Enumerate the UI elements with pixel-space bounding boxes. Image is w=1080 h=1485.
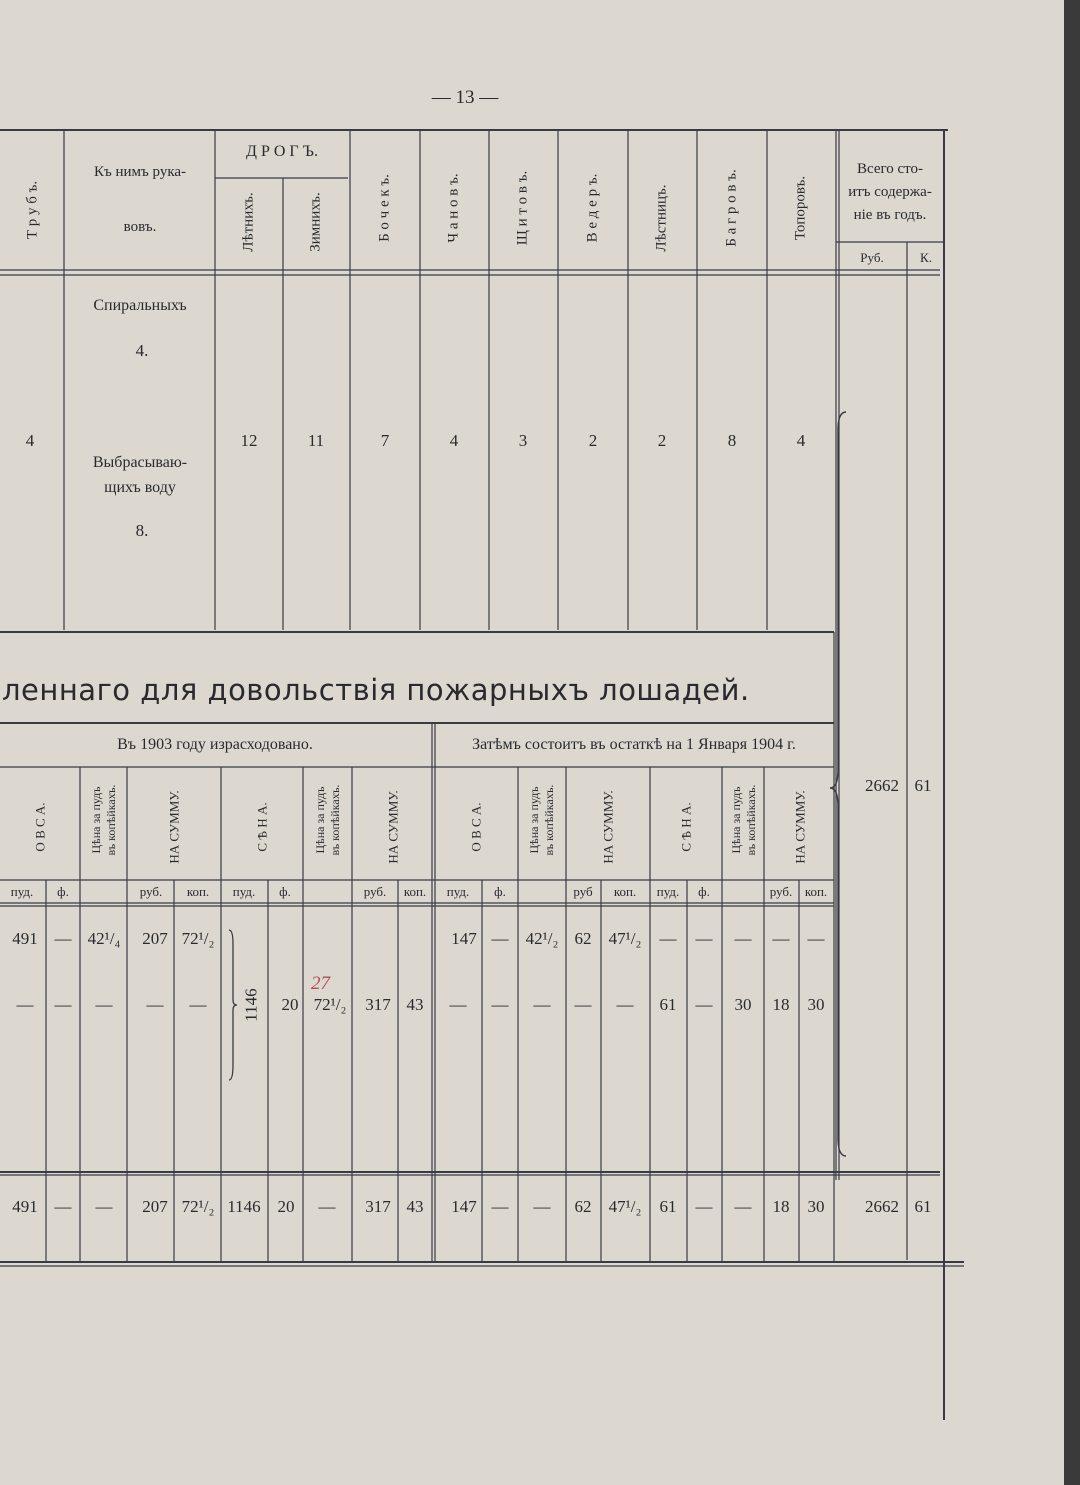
header-sena-price-remaining-line2: въ копѣйкахъ.	[744, 784, 758, 856]
r1-o-kop: 47¹/₂	[608, 929, 642, 948]
section-title: леннаго для довольствія пожарныхъ лошадей.	[2, 673, 750, 707]
unit-pud: пуд.	[10, 884, 34, 899]
unit-pud-sena-remaining: пуд.	[656, 884, 680, 899]
r2-kop: 43	[406, 995, 424, 1014]
header-drog: Д Р О Г Ъ.	[246, 143, 318, 160]
value-letnih: 12	[240, 431, 258, 450]
unit-kop-sena-remaining: коп.	[804, 884, 828, 899]
unit-rub-remaining: руб	[573, 884, 593, 899]
total-o-sena-price: —	[734, 1197, 752, 1216]
header-sum-remaining: НА СУММУ.	[600, 790, 616, 864]
unit-rub-sena-remaining: руб.	[769, 884, 793, 899]
header-vsego-line2: итъ содержа-	[848, 184, 932, 200]
r1-kop: 72¹/₂	[181, 929, 215, 948]
header-bagrov: Б а г р о в ъ.	[723, 169, 740, 247]
total-sena-price: —	[318, 1197, 336, 1216]
total-o-rub: 62	[574, 1197, 592, 1216]
total-sena-pud: 1146	[227, 1197, 261, 1216]
r2-o-kop: —	[616, 995, 634, 1014]
r2-o-pud: —	[449, 995, 467, 1014]
r2-o-sena-kop: 30	[807, 995, 825, 1014]
value-shchitov: 3	[518, 431, 528, 450]
unit-rub-sena: руб.	[363, 884, 387, 899]
r1-ovsa-pud: 491	[12, 929, 38, 948]
total-sena-f: 20	[277, 1197, 295, 1216]
header-sena-price-line1: Цѣна за пудъ	[313, 786, 327, 854]
unit-f: ф.	[57, 884, 69, 899]
value-lestnits: 2	[657, 431, 667, 450]
r1-o-price: 42¹/₂	[525, 929, 559, 948]
r2-kop: —	[189, 995, 207, 1014]
value-spiralnyh: 4.	[135, 341, 149, 360]
header-price-line1: Цѣна за пудъ	[89, 786, 103, 854]
header-group-remaining: Затѣмъ состоитъ въ остаткѣ на 1 Января 1904 г.	[472, 736, 796, 753]
header-vsego-line3: ніе въ годъ.	[853, 207, 927, 223]
header-ovsa: О В С А.	[32, 802, 48, 852]
unit-kop-remaining: коп.	[613, 884, 637, 899]
r2-o-sena-rub: 18	[772, 995, 790, 1014]
r2-o-sena-pud: 61	[659, 995, 677, 1014]
header-shchitov: Щ и т о в ъ.	[514, 170, 531, 246]
header-bochek: Б о ч е к ъ.	[376, 174, 393, 242]
header-price-remaining-line1: Цѣна за пудъ	[527, 786, 541, 854]
total-o-sena-f: —	[695, 1197, 713, 1216]
r2-ovsa-pud: —	[16, 995, 34, 1014]
header-zimnih: Зимнихъ.	[307, 192, 324, 252]
total-ovsa-pud: 491	[12, 1197, 38, 1216]
total-o-f: —	[491, 1197, 509, 1216]
header-price-remaining-line2: въ копѣйкахъ.	[542, 784, 556, 856]
header-sena-price-remaining-line1: Цѣна за пудъ	[729, 786, 743, 854]
header-group-spent: Въ 1903 году израсходовано.	[117, 736, 313, 753]
r1-o-pud: 147	[451, 929, 477, 948]
value-truby: 4	[25, 431, 35, 450]
label-vybras-line2: щихъ воду	[104, 479, 176, 496]
total-kop: 72¹/₂	[181, 1197, 215, 1216]
label-vybras-line1: Выбрасываю-	[92, 454, 188, 471]
value-chanov: 4	[449, 431, 459, 450]
r2-price-handwritten: 27	[311, 973, 330, 994]
total-o-sena-kop: 30	[807, 1197, 825, 1216]
grand-total-rub: 2662	[865, 776, 899, 795]
label-spiralnyh: Спиральныхъ	[93, 297, 187, 314]
header-vsego-line1: Всего сто-	[856, 161, 924, 177]
total-sena-kop: 43	[406, 1197, 424, 1216]
header-price-line2: въ копѣйкахъ.	[104, 784, 118, 856]
value-bagrov: 8	[727, 431, 737, 450]
r1-o-sena-kop: —	[807, 929, 825, 948]
total-o-pud: 147	[451, 1197, 477, 1216]
r2-rub: —	[146, 995, 164, 1014]
r1-price: 42¹/₄	[87, 929, 121, 948]
header-rukava-line2: вовъ.	[123, 219, 157, 235]
total-rub: 207	[142, 1197, 168, 1216]
unit-f-sena-remaining: ф.	[698, 884, 710, 899]
value-bochek: 7	[380, 431, 390, 450]
header-kop: К.	[920, 250, 932, 265]
r1-o-sena-pud: —	[659, 929, 677, 948]
total-o-kop: 47¹/₂	[608, 1197, 642, 1216]
total-ovsa-f: —	[54, 1197, 72, 1216]
header-ovsa-remaining: О В С А.	[468, 802, 484, 852]
r2-price-printed: 72¹/₂	[313, 995, 347, 1014]
r2-o-sena-price: 30	[734, 995, 752, 1014]
total-all-rub: 2662	[865, 1197, 899, 1216]
grand-total-kop: 61	[914, 776, 932, 795]
header-toporov: Топоровъ.	[792, 175, 809, 241]
total-sena-rub: 317	[365, 1197, 391, 1216]
header-rukava-line1: Къ нимъ рука-	[93, 164, 187, 180]
total-o-sena-pud: 61	[659, 1197, 677, 1216]
r2-o-rub: —	[574, 995, 592, 1014]
header-rub: Руб.	[860, 250, 884, 265]
header-sena-sum: НА СУММУ.	[385, 790, 401, 864]
r1-o-sena-f: —	[695, 929, 713, 948]
header-truby: Т р у б ъ.	[24, 180, 41, 240]
total-o-price: —	[533, 1197, 551, 1216]
r1-ovsa-f: —	[54, 929, 72, 948]
total-all-kop: 61	[914, 1197, 932, 1216]
r2-o-sena-f: —	[695, 995, 713, 1014]
r2-rub: 317	[365, 995, 391, 1014]
total-price: —	[95, 1197, 113, 1216]
value-vybras: 8.	[135, 521, 149, 540]
header-sena-sum-remaining: НА СУММУ.	[792, 790, 808, 864]
header-sena-price-line2: въ копѣйкахъ.	[328, 784, 342, 856]
unit-pud-sena: пуд.	[232, 884, 256, 899]
total-o-sena-rub: 18	[772, 1197, 790, 1216]
r1-o-f: —	[491, 929, 509, 948]
unit-f-sena: ф.	[279, 884, 291, 899]
header-lestnits: Лѣстницъ.	[653, 184, 670, 252]
r2-sena-f: 20	[281, 995, 299, 1014]
header-sum: НА СУММУ.	[166, 790, 182, 864]
value-vederъ: 2	[588, 431, 598, 450]
header-letnih: Лѣтнихъ.	[240, 192, 257, 252]
header-sena-remaining: С Ѣ Н А.	[678, 802, 694, 852]
header-vederъ: В е д е р ъ.	[584, 173, 601, 243]
r1-rub: 207	[142, 929, 168, 948]
value-zimnih: 11	[307, 431, 325, 450]
r2-price: —	[95, 995, 113, 1014]
header-sena: С Ѣ Н А.	[254, 802, 270, 852]
value-toporov: 4	[796, 431, 806, 450]
r2-ovsa-f: —	[54, 995, 72, 1014]
header-chanov: Ч а н о в ъ.	[445, 173, 462, 243]
r2-sena-pud: 1146	[241, 988, 261, 1022]
r1-o-rub: 62	[574, 929, 592, 948]
r2-o-f: —	[491, 995, 509, 1014]
unit-rub: руб.	[139, 884, 163, 899]
unit-f-remaining: ф.	[494, 884, 506, 899]
r1-o-sena-rub: —	[772, 929, 790, 948]
unit-kop: коп.	[186, 884, 210, 899]
r2-o-price: —	[533, 995, 551, 1014]
unit-pud-remaining: пуд.	[446, 884, 470, 899]
r1-o-sena-price: —	[734, 929, 752, 948]
unit-kop-sena: коп.	[403, 884, 427, 899]
page-number: — 13 —	[431, 87, 499, 108]
